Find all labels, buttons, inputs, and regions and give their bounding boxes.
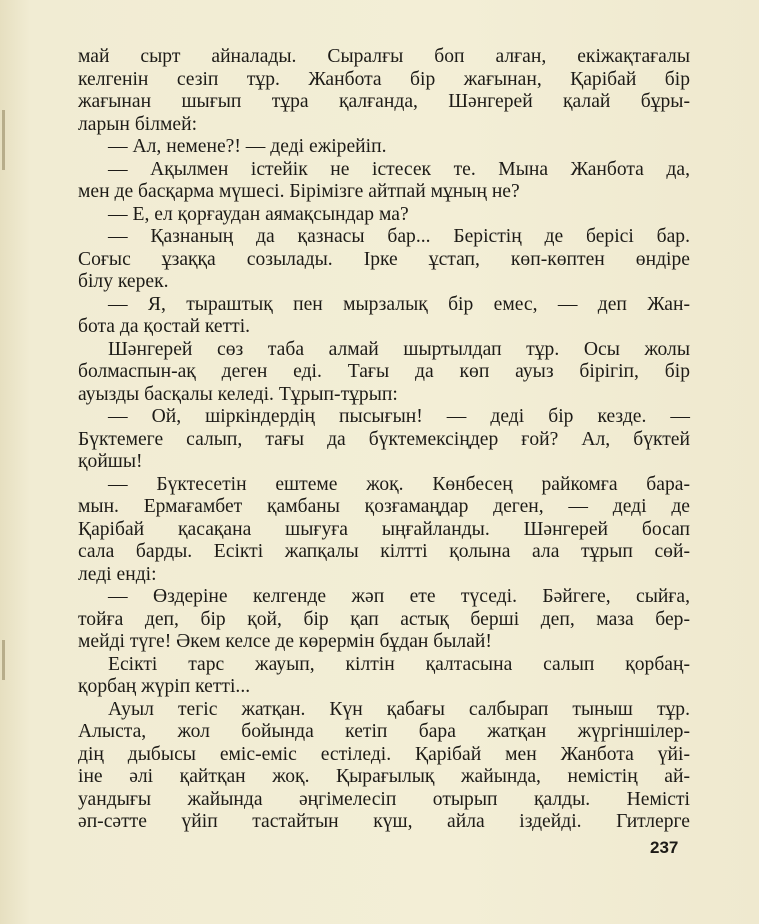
page-number: 237 (650, 838, 679, 857)
text-line: — Е, ел қорғаудан аямақсындар ма? (108, 203, 409, 225)
text-line: сала барды. Есікті жапқалы кілтті қолына ала тұрып сөй- (78, 541, 690, 562)
text-line: мейді түге! Әкем келсе де көрермін бұдан былай! (78, 631, 492, 652)
page-edge-shadow (2, 640, 5, 680)
text-line: леді енді: (78, 563, 157, 585)
text-line: ауызды басқалы келеді. Тұрып-тұрып: (78, 383, 398, 405)
text-line: — Қазнаның да қазнасы бар... Берістің де берісі бар. (108, 226, 690, 247)
text-line: Қарібай қасақана шығуға ыңғайланды. Шәнгерей босап (78, 518, 690, 540)
text-line: — Я, тыраштық пен мырзалық бір емес, — деп Жан- (108, 293, 690, 315)
text-line: іне әлі қайтқан жоқ. Қырағылық жайында, немістің ай- (78, 766, 690, 787)
text-line: бота да қостай кетті. (78, 316, 251, 337)
text-line: — Өздеріне келгенде жәп ете түседі. Бәйгеге, сыйға, (108, 586, 690, 607)
text-line: болмаспын-ақ деген еді. Тағы да көп ауыз бірігіп, бір (78, 361, 690, 382)
page-body-text (78, 46, 690, 834)
text-line: мын. Ермағамбет қамбаны қозғамаңдар деген, — деді де (78, 496, 690, 517)
text-line: ларын білмей: (78, 113, 198, 135)
text-line: дің дыбысы еміс-еміс естіледі. Қарібай мен Жанбота үйі- (78, 743, 690, 765)
page-edge-shadow (2, 110, 5, 170)
text-line: әп-сәтте үйіп тастайтын күш, айла іздейді. Гитлерге (78, 811, 690, 832)
text-line: қойшы! (78, 451, 143, 472)
text-line: — Ой, шіркіндердің пысығын! — деді бір кезде. — (108, 406, 690, 427)
text-line: май сырт айналады. Сыралғы боп алған, екіжақтағалы (78, 46, 690, 67)
text-line: уандығы жайында әңгімелесіп отырып қалды. Немісті (78, 788, 690, 810)
text-line: Есікті тарс жауып, кілтін қалтасына салып қорбаң- (108, 653, 690, 675)
text-line: Шәнгерей сөз таба алмай шыртылдап тұр. Осы жолы (108, 338, 690, 360)
text-line: тойға деп, бір қой, бір қап астық берші деп, маза бер- (78, 608, 690, 630)
text-line: — Ал, немене?! — деді ежірейіп. (108, 136, 387, 157)
text-line: Бүктемеге салып, тағы да бүктемексіңдер ғой? Ал, бүктей (78, 428, 690, 450)
text-line: қорбаң жүріп кетті... (78, 676, 251, 697)
text-line: Алыста, жол бойында кетіп бара жатқан жүргіншілер- (78, 721, 690, 742)
text-line: — Ақылмен істейік не істесек те. Мына Жанбота да, (108, 158, 690, 180)
text-line: — Бүктесетін ештеме жоқ. Көнбесең райкомға бара- (108, 473, 690, 495)
text-line: келгенін сезіп тұр. Жанбота бір жағынан, Қарібай бір (78, 68, 690, 90)
text-line: жағынан шығып тұра қалғанда, Шәнгерей қалай бұры- (78, 91, 690, 112)
text-line: мен де басқарма мүшесі. Бірімізге айтпай мұның не? (78, 181, 520, 202)
text-line: Ауыл тегіс жатқан. Күн қабағы салбырап тыныш тұр. (108, 698, 690, 720)
text-line: білу керек. (78, 271, 169, 292)
text-line: Соғыс ұзаққа созылады. Ірке ұстап, көп-көптен өндіре (78, 248, 690, 270)
